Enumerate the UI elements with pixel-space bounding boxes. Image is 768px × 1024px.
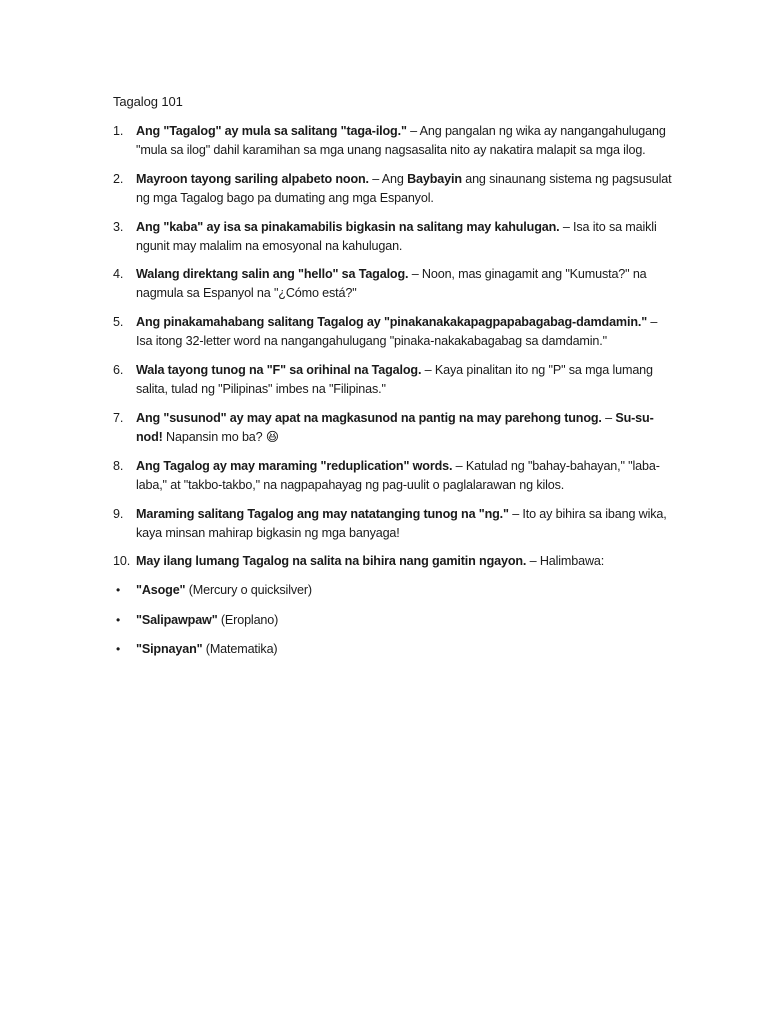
list-item-rest: – Halimbawa: bbox=[526, 554, 605, 568]
example-word: "Sipnayan" bbox=[136, 642, 203, 656]
list-item-text bbox=[136, 170, 673, 207]
list-item bbox=[113, 457, 673, 494]
list-item-text bbox=[136, 361, 673, 398]
list-item-bold-term: Su-su-nod! bbox=[136, 411, 654, 444]
list-item-number: 5. bbox=[113, 315, 124, 329]
example-meaning: (Eroplano) bbox=[217, 613, 279, 627]
bullet-marker: • bbox=[116, 583, 121, 597]
list-item-text bbox=[136, 505, 673, 542]
list-item-number: 10. bbox=[113, 554, 131, 568]
list-item bbox=[113, 265, 673, 302]
list-item bbox=[113, 313, 673, 350]
list-item-number: 3. bbox=[113, 220, 124, 234]
list-item-lead: Ang "Tagalog" ay mula sa salitang "taga-ilog." bbox=[136, 124, 407, 138]
list-item-lead: Ang "susunod" ay may apat na magkasunod na pantig na may parehong tunog. bbox=[136, 411, 602, 425]
list-item-rest: – Isa ito sa maikli ngunit may malalim na emosyonal na kahulugan. bbox=[136, 220, 657, 253]
bullet-marker: • bbox=[116, 642, 121, 656]
bullet-marker: • bbox=[116, 613, 121, 627]
list-item-rest: – Ito ay bihira sa ibang wika, kaya minsan mahirap bigkasin ng mga banyaga! bbox=[136, 507, 667, 540]
list-item bbox=[113, 552, 673, 571]
list-item-bold-term: Baybayin bbox=[407, 172, 462, 186]
list-item bbox=[113, 361, 673, 398]
list-item-lead: Ang "kaba" ay isa sa pinakamabilis bigkasin na salitang may kahulugan. bbox=[136, 220, 560, 234]
list-item-number: 9. bbox=[113, 507, 124, 521]
list-item-rest: – Kaya pinalitan ito ng "P" sa mga lumang salita, tulad ng "Pilipinas" imbes na "Filipinas." bbox=[136, 363, 653, 396]
list-item-number: 2. bbox=[113, 172, 124, 186]
list-item bbox=[113, 409, 673, 446]
list-item-rest: ang sinaunang sistema ng pagsusulat ng mga Tagalog bago pa dumating ang mga Espanyol. bbox=[136, 172, 672, 205]
example-text bbox=[136, 611, 673, 630]
list-item-rest: – bbox=[601, 411, 616, 425]
list-item-number: 7. bbox=[113, 411, 124, 425]
list-item-lead: May ilang lumang Tagalog na salita na bihira nang gamitin ngayon. bbox=[136, 554, 527, 568]
list-item bbox=[113, 218, 673, 255]
example-meaning: (Matematika) bbox=[202, 642, 278, 656]
list-item-rest: – Ang pangalan ng wika ay nangangahulugang "mula sa ilog" dahil karamihan sa mga unang nagsasalita nito ay nakatira malapit sa mga ilog. bbox=[136, 124, 666, 157]
list-item bbox=[113, 170, 673, 207]
list-item-rest: – Katulad ng "bahay-bahayan," "laba-laba," at "takbo-takbo," na nagpapahayag ng pag-uulit o paglalarawan ng kilos. bbox=[136, 459, 660, 492]
list-item bbox=[113, 122, 673, 159]
list-item-rest: – Noon, mas ginagamit ang "Kumusta?" na nagmula sa Espanyol na "¿Cómo está?" bbox=[136, 267, 647, 300]
example-text bbox=[136, 581, 673, 600]
list-item-text bbox=[136, 457, 673, 494]
list-item-lead: Walang direktang salin ang "hello" sa Tagalog. bbox=[136, 267, 409, 281]
list-item-rest: – Ang bbox=[368, 172, 408, 186]
example-bullet-item bbox=[113, 640, 673, 659]
list-item-lead: Wala tayong tunog na "F" sa orihinal na Tagalog. bbox=[136, 363, 422, 377]
list-item-rest: – Isa itong 32-letter word na nangangahulugang "pinaka-nakakabagabag sa damdamin." bbox=[136, 315, 658, 348]
list-item-rest: Napansin mo ba? 😆 bbox=[162, 429, 279, 444]
list-item-lead: Ang pinakamahabang salitang Tagalog ay "pinakanakakapagpapabagabag-damdamin." bbox=[136, 315, 648, 329]
example-text bbox=[136, 640, 673, 659]
list-item-number: 6. bbox=[113, 363, 124, 377]
list-item-text bbox=[136, 313, 673, 350]
example-bullet-item bbox=[113, 611, 673, 630]
list-item-text bbox=[136, 122, 673, 159]
list-item-lead: Maraming salitang Tagalog ang may natatanging tunog na "ng." bbox=[136, 507, 509, 521]
list-item-text bbox=[136, 265, 673, 302]
list-item-text bbox=[136, 409, 673, 446]
list-item-text bbox=[136, 552, 673, 571]
list-item-lead: Mayroon tayong sariling alpabeto noon. bbox=[136, 172, 369, 186]
list-item-number: 8. bbox=[113, 459, 124, 473]
example-word: "Salipawpaw" bbox=[136, 613, 218, 627]
list-item bbox=[113, 505, 673, 542]
list-item-number: 1. bbox=[113, 124, 124, 138]
list-item-number: 4. bbox=[113, 267, 124, 281]
example-bullet-item bbox=[113, 581, 673, 600]
example-meaning: (Mercury o quicksilver) bbox=[185, 583, 312, 597]
document-title: Tagalog 101 bbox=[113, 94, 183, 109]
list-item-lead: Ang Tagalog ay may maraming "reduplication" words. bbox=[136, 459, 453, 473]
list-item-text bbox=[136, 218, 673, 255]
example-word: "Asoge" bbox=[136, 583, 186, 597]
